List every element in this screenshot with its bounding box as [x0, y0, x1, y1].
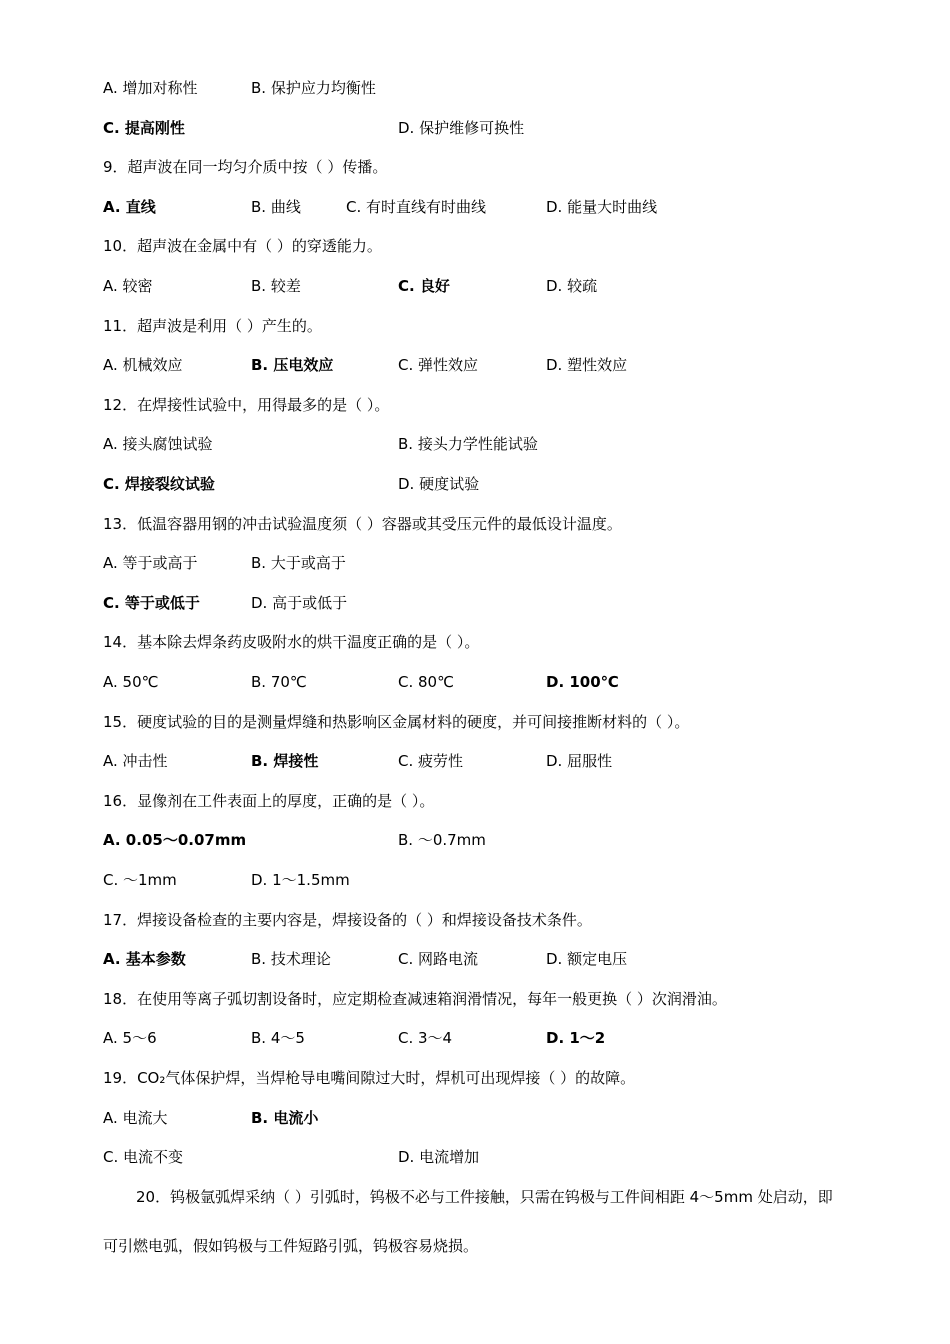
answer-option: A. 接头腐蚀试验	[103, 435, 213, 453]
option-row	[0, 1026, 950, 1050]
answer-option: D. 100℃	[546, 673, 619, 691]
answer-option: C. 疲劳性	[398, 752, 464, 770]
answer-option: B. 大于或高于	[251, 554, 346, 572]
answer-option: D. 屈服性	[546, 752, 613, 770]
question-line	[0, 789, 950, 813]
answer-option: C. 提高刚性	[103, 119, 185, 137]
option-row	[0, 1145, 950, 1169]
option-row	[0, 749, 950, 773]
answer-option: D. 能量大时曲线	[546, 198, 658, 216]
option-row	[0, 868, 950, 892]
answer-option: D. 塑性效应	[546, 356, 628, 374]
question-text: 14．基本除去焊条药皮吸附水的烘干温度正确的是（ ）。	[103, 633, 480, 651]
answer-option: A. 机械效应	[103, 356, 183, 374]
answer-option: C. 电流不变	[103, 1148, 184, 1166]
answer-option: D. 硬度试验	[398, 475, 480, 493]
answer-option: A. 0.05～0.07mm	[103, 831, 247, 849]
option-row	[0, 432, 950, 456]
answer-option: D. 电流增加	[398, 1148, 480, 1166]
answer-option: B. 较差	[251, 277, 301, 295]
question-line	[0, 512, 950, 536]
option-row	[0, 472, 950, 496]
answer-option: A. 较密	[103, 277, 153, 295]
question-line	[0, 393, 950, 417]
answer-option: A. 电流大	[103, 1109, 168, 1127]
question-line	[0, 1234, 950, 1258]
option-row	[0, 828, 950, 852]
question-text: 15．硬度试验的目的是测量焊缝和热影响区金属材料的硬度，并可间接推断材料的（ ）。	[103, 713, 690, 731]
option-row	[0, 670, 950, 694]
question-line	[0, 710, 950, 734]
question-line	[0, 908, 950, 932]
question-text: 20．钨极氩弧焊采纳（ ）引弧时，钨极不必与工件接触，只需在钨极与工件间相距 4～5mm 处启动，即	[136, 1188, 833, 1206]
question-line	[0, 314, 950, 338]
answer-option: A. 50℃	[103, 673, 159, 691]
option-row	[0, 1106, 950, 1130]
answer-option: B. 曲线	[251, 198, 301, 216]
question-line	[0, 1066, 950, 1090]
question-text: 可引燃电弧，假如钨极与工件短路引弧，钨极容易烧损。	[103, 1237, 479, 1255]
answer-option: B. 电流小	[251, 1109, 319, 1127]
question-line	[0, 155, 950, 179]
answer-option: C. 良好	[398, 277, 450, 295]
answer-option: A. 基本参数	[103, 950, 186, 968]
answer-option: D. 1～1.5mm	[251, 871, 350, 889]
answer-option: D. 保护维修可换性	[398, 119, 525, 137]
answer-option: C. 80℃	[398, 673, 454, 691]
question-text: 19．CO₂气体保护焊，当焊枪导电嘴间隙过大时，焊机可出现焊接（ ）的故障。	[103, 1069, 636, 1087]
answer-option: D. 高于或低于	[251, 594, 348, 612]
answer-option: A. 直线	[103, 198, 156, 216]
option-row	[0, 947, 950, 971]
question-text: 12．在焊接性试验中，用得最多的是（ ）。	[103, 396, 390, 414]
answer-option: B. 4～5	[251, 1029, 305, 1047]
answer-option: D. 1～2	[546, 1029, 606, 1047]
answer-option: B. 焊接性	[251, 752, 319, 770]
option-row	[0, 353, 950, 377]
question-text: 16．显像剂在工件表面上的厚度，正确的是（ ）。	[103, 792, 435, 810]
question-text: 17．焊接设备检查的主要内容是，焊接设备的（ ）和焊接设备技术条件。	[103, 911, 592, 929]
answer-option: C. 焊接裂纹试验	[103, 475, 215, 493]
answer-option: B. 压电效应	[251, 356, 334, 374]
question-text: 13．低温容器用钢的冲击试验温度须（ ）容器或其受压元件的最低设计温度。	[103, 515, 622, 533]
answer-option: C. 弹性效应	[398, 356, 479, 374]
question-text: 11．超声波是利用（ ）产生的。	[103, 317, 322, 335]
answer-option: B. 接头力学性能试验	[398, 435, 538, 453]
answer-option: A. 等于或高于	[103, 554, 198, 572]
answer-option: B. ～0.7mm	[398, 831, 486, 849]
option-row	[0, 116, 950, 140]
answer-option: C. 等于或低于	[103, 594, 200, 612]
answer-option: D. 较疏	[546, 277, 598, 295]
answer-option: A. 冲击性	[103, 752, 168, 770]
answer-option: B. 保护应力均衡性	[251, 79, 376, 97]
answer-option: A. 5～6	[103, 1029, 157, 1047]
answer-option: C. 网路电流	[398, 950, 479, 968]
question-line	[0, 630, 950, 654]
answer-option: A. 增加对称性	[103, 79, 198, 97]
answer-option: B. 70℃	[251, 673, 307, 691]
question-line	[0, 1185, 950, 1209]
option-row	[0, 551, 950, 575]
question-line	[0, 987, 950, 1011]
option-row	[0, 274, 950, 298]
option-row	[0, 591, 950, 615]
question-line	[0, 234, 950, 258]
answer-option: C. 3～4	[398, 1029, 453, 1047]
question-text: 10．超声波在金属中有（ ）的穿透能力。	[103, 237, 382, 255]
answer-option: D. 额定电压	[546, 950, 628, 968]
answer-option: C. 有时直线有时曲线	[346, 198, 487, 216]
question-text: 9．超声波在同一均匀介质中按（ ）传播。	[103, 158, 388, 176]
option-row	[0, 195, 950, 219]
answer-option: C. ～1mm	[103, 871, 177, 889]
answer-option: B. 技术理论	[251, 950, 331, 968]
option-row	[0, 76, 950, 100]
question-text: 18．在使用等离子弧切割设备时，应定期检查减速箱润滑情况，每年一般更换（ ）次润滑油。	[103, 990, 727, 1008]
